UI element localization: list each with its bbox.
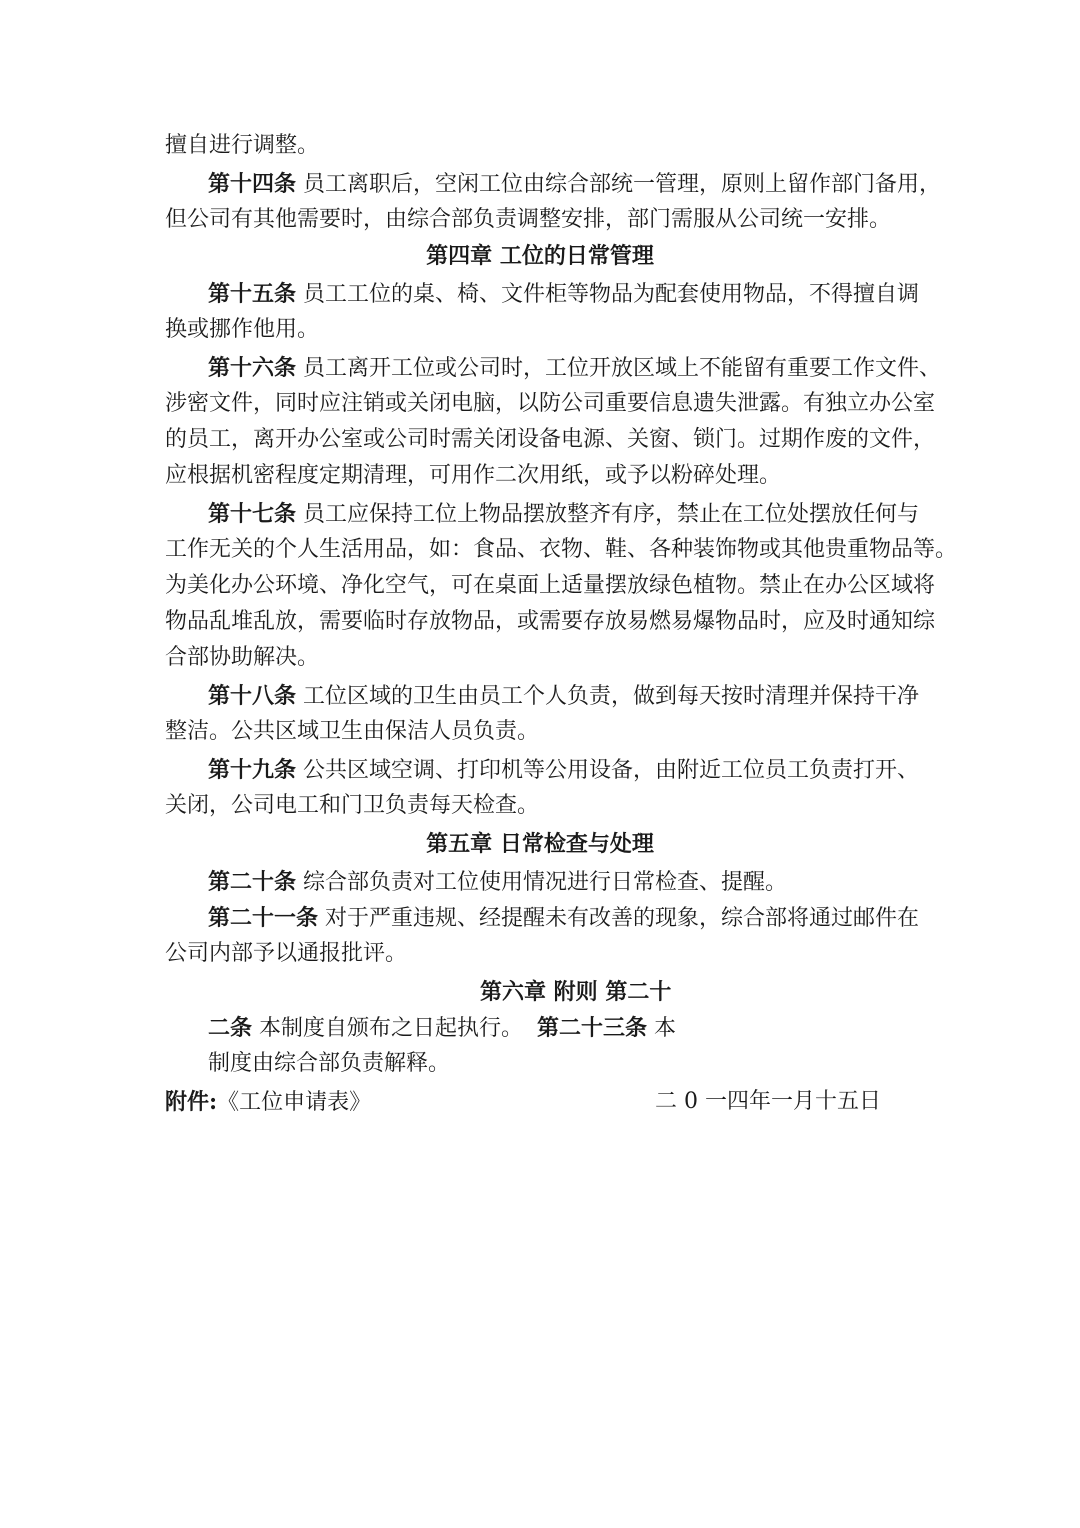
article-label: 二条	[208, 1015, 253, 1041]
paragraph-line	[165, 788, 925, 824]
body-text: 工作无关的个人生活用品，如：食品、衣物、鞋、各种装饰物或其他贵重物品等。	[165, 537, 958, 562]
article-15	[208, 276, 968, 313]
body-text: 物品乱堆乱放，需要临时存放物品，或需要存放易燃易爆物品时，应及时通知综	[165, 609, 936, 634]
body-text: 对于严重违规、经提醒未有改善的现象，综合部将通过邮件在	[318, 906, 920, 931]
paragraph-line	[165, 458, 925, 494]
article-18	[208, 678, 968, 715]
article-label: 第十四条	[208, 171, 297, 197]
article-16	[208, 350, 968, 387]
body-text: 应根据机密程度定期清理，可用作二次用纸，或予以粉碎处理。	[165, 463, 782, 488]
body-text: 擅自进行调整。	[165, 133, 320, 158]
article-label: 第二十三条	[537, 1015, 648, 1041]
paragraph-line	[165, 640, 925, 676]
body-text: 员工工位的桌、椅、文件柜等物品为配套使用物品，不得擅自调	[296, 282, 920, 307]
article-label: 第十五条	[208, 281, 297, 307]
article-19	[208, 752, 968, 789]
body-text: 员工应保持工位上物品摆放整齐有序，禁止在工位处摆放任何与	[296, 502, 920, 527]
article-label: 第十七条	[208, 501, 297, 527]
article-label: 第二十条	[208, 869, 297, 895]
article-17	[208, 496, 968, 533]
paragraph-line	[165, 422, 936, 458]
paragraph-line	[165, 532, 958, 568]
attachment-title: 《工位申请表》	[217, 1090, 372, 1115]
paragraph-line	[165, 128, 925, 164]
body-text: 但公司有其他需要时，由综合部负责调整安排，部门需服从公司统一安排。	[165, 207, 892, 232]
paragraph-line	[165, 202, 925, 238]
body-text: 的员工，离开办公室或公司时需关闭设备电源、关窗、锁门。过期作废的文件，	[165, 427, 936, 452]
paragraph-line	[165, 714, 925, 750]
body-text: 员工离开工位或公司时，工位开放区域上不能留有重要工作文件、	[296, 356, 942, 381]
paragraph-line	[165, 936, 925, 972]
article-label: 第十九条	[208, 757, 297, 783]
paragraph-line	[208, 1046, 968, 1082]
body-text: 为美化办公环境、净化空气，可在桌面上适量摆放绿色植物。禁止在办公区域将	[165, 573, 936, 598]
article-20	[208, 864, 968, 901]
chapter-heading: 第五章 日常检查与处理	[426, 831, 654, 857]
article-label: 第十八条	[208, 683, 297, 709]
chapter-heading	[480, 974, 880, 1011]
body-text: 制度由综合部负责解释。	[208, 1051, 451, 1076]
article-22-23	[208, 1010, 968, 1047]
body-text: 公司内部予以通报批评。	[165, 941, 408, 966]
body-text: 关闭，公司电工和门卫负责每天检查。	[165, 793, 540, 818]
chapter-heading: 第四章 工位的日常管理	[426, 243, 654, 269]
document-date: 二 0 一四年一月十五日	[655, 1089, 881, 1114]
paragraph-line	[165, 312, 925, 348]
body-text: 换或挪作他用。	[165, 317, 320, 342]
body-text: 本制度自颁布之日起执行。	[252, 1016, 537, 1041]
article-14	[208, 166, 968, 203]
body-text: 整洁。公共区域卫生由保洁人员负责。	[165, 719, 540, 744]
paragraph-line	[165, 568, 936, 604]
body-text: 合部协助解决。	[165, 645, 320, 670]
body-text: 综合部负责对工位使用情况进行日常检查、提醒。	[296, 870, 788, 895]
body-text: 本	[647, 1016, 677, 1041]
attachment-label: 附件:	[165, 1089, 218, 1115]
article-label: 第十六条	[208, 355, 297, 381]
body-text: 涉密文件，同时应注销或关闭电脑，以防公司重要信息遗失泄露。有独立办公室	[165, 391, 936, 416]
chapter-label: 第六章 附则 第二十	[480, 979, 672, 1005]
article-21	[208, 900, 968, 937]
body-text: 工位区域的卫生由员工个人负责，做到每天按时清理并保持干净	[296, 684, 920, 709]
body-text: 员工离职后，空闲工位由综合部统一管理，原则上留作部门备用，	[296, 172, 942, 197]
body-text: 公共区域空调、打印机等公用设备，由附近工位员工负责打开、	[296, 758, 920, 783]
article-label: 第二十一条	[208, 905, 319, 931]
paragraph-line	[165, 604, 936, 640]
paragraph-line	[165, 386, 936, 422]
